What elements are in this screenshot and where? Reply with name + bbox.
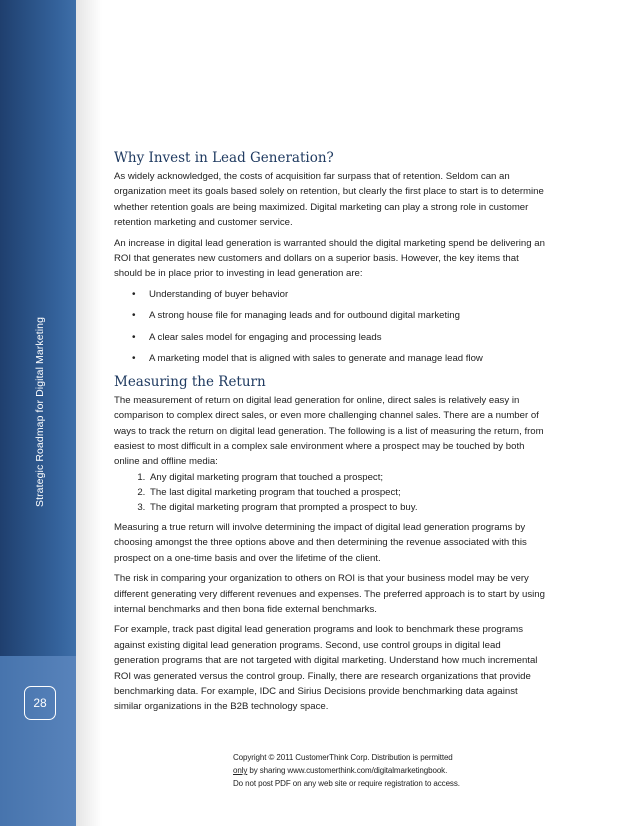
paragraph: As widely acknowledged, the costs of acquisition far surpass that of retention. Seldom can an organization meet its goals based solely on retention, but clearly the first place to start is to determine whether retention goals are being maximized. Digital marketing can play a strong role in customer retention marketing and customer service.: [114, 171, 544, 229]
sidebar-bottom-band: [0, 656, 76, 826]
list-item: • A strong house file for managing leads and for outbound digital marketing: [114, 308, 547, 323]
paragraph: Measuring a true return will involve determining the impact of digital lead generation programs by choosing amongst the three options above and then determining the revenue associated with this prospect on a one-time basis and over the lifetime of the client.: [114, 521, 527, 564]
footer-line: Copyright © 2011 CustomerThink Corp. Distribution is permitted: [233, 753, 453, 762]
list-item: • Understanding of buyer behavior: [114, 287, 547, 302]
footer-line: [233, 764, 563, 777]
footer-text: by sharing www.customerthink.com/digitalmarketingbook.: [247, 766, 448, 775]
page-content: [114, 149, 547, 720]
paragraph: The measurement of return on digital lead generation for online, direct sales is relatively easy in comparison to complex direct sales, or even more challenging channel sales. There are a number of ways to track the return on digital lead generation. The following is a list of measuring the return, from easiest to most difficult in a complex sale environment where a prospect may be touched by both online and offline media:: [114, 394, 544, 468]
list-item: • A marketing model that is aligned with sales to generate and manage lead flow: [114, 351, 547, 366]
bullet-list: [114, 287, 547, 367]
page-number: 28: [24, 686, 56, 720]
footer-underlined-word: only: [233, 766, 248, 775]
running-title: Strategic Roadmap for Digital Marketing: [34, 316, 46, 508]
numbered-list: [114, 470, 547, 515]
copyright-footer: [233, 751, 563, 790]
sidebar-shadow: [76, 0, 102, 826]
footer-line: Do not post PDF on any web site or require registration to access.: [233, 779, 460, 788]
list-item: 1. Any digital marketing program that touched a prospect;: [148, 470, 547, 485]
paragraph: An increase in digital lead generation is warranted should the digital marketing spend be delivering an ROI that generates new customers and dollars on a superior basis. However, the key items that should be in place prior to investing in lead generation are:: [114, 237, 545, 280]
list-item: 3. The digital marketing program that prompted a prospect to buy.: [148, 500, 547, 515]
list-item: • A clear sales model for engaging and processing leads: [114, 330, 547, 345]
paragraph: For example, track past digital lead generation programs and look to benchmark these programs against existing digital lead generation programs. Second, use control groups in digital lead generation programs that are not targeted with digital marketing. Understand how much incremental ROI was generated versus the control group. Finally, there are research organizations that provide benchmarking data. For example, IDC and Sirius Decisions provide benchmarking data against similar organizations in the B2B technology space.: [114, 624, 538, 713]
paragraph: The risk in comparing your organization to others on ROI is that your business model may be very different generating very different revenues and expenses. The preferred approach is to start by using internal benchmarks and then bona fide external benchmarks.: [114, 573, 545, 615]
section-heading-measuring-return: Measuring the Return: [114, 373, 266, 390]
list-item: 2. The last digital marketing program that touched a prospect;: [148, 485, 547, 500]
section-heading-lead-generation: Why Invest in Lead Generation?: [114, 150, 334, 166]
